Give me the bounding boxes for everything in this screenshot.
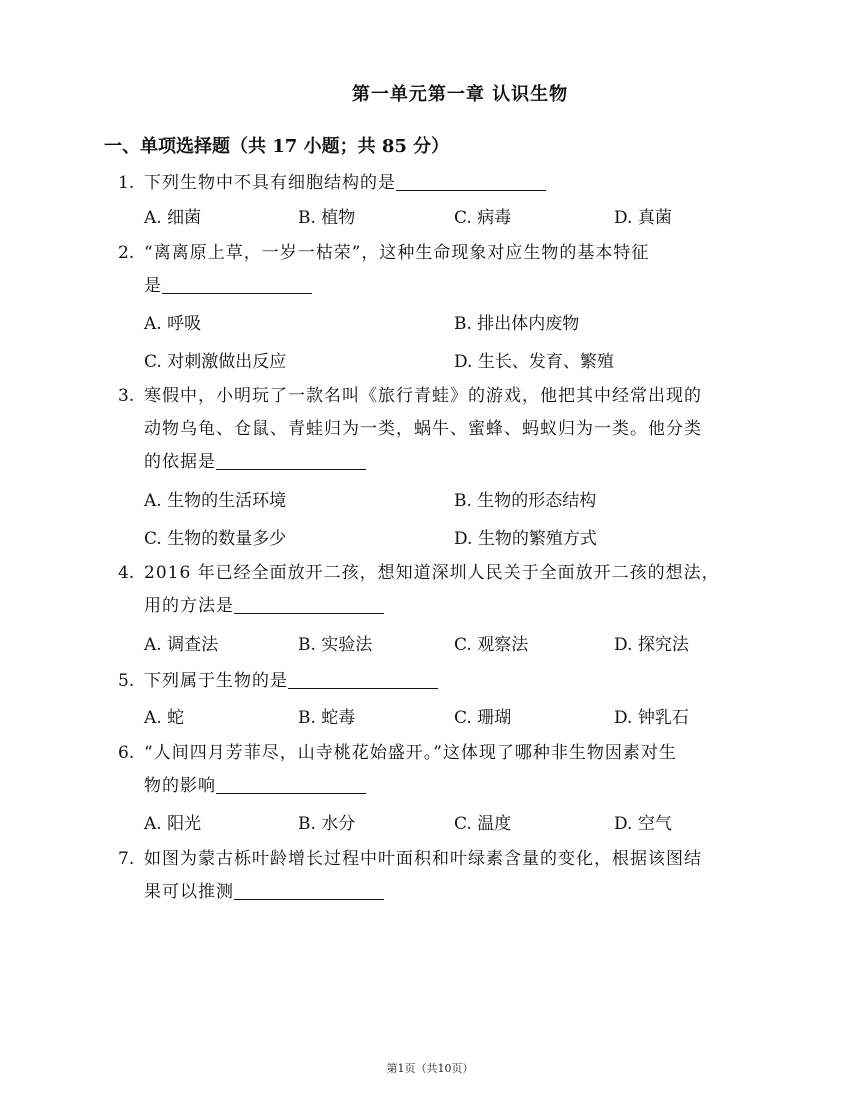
option-a: A. 阳光 — [144, 814, 202, 834]
question-stem-cont: 动物乌龟、仓鼠、青蛙归为一类，蜗牛、蜜蜂、蚂蚁归为一类。他分类 — [144, 419, 702, 439]
question-stem: “人间四月芳菲尽，山寺桃花始盛开。”这体现了哪种非生物因素对生 — [144, 743, 677, 763]
question-7 — [118, 843, 768, 909]
answer-blank — [216, 773, 366, 794]
question-number: 1. — [118, 173, 135, 193]
answer-blank — [234, 593, 384, 614]
option-d: D. 空气 — [614, 814, 672, 834]
question-stem-cont: 用的方法是 — [144, 596, 234, 616]
option-d: D. 生长、发育、繁殖 — [454, 352, 614, 372]
option-b: B. 植物 — [298, 208, 356, 228]
answer-blank — [234, 879, 384, 900]
option-d: D. 探究法 — [614, 635, 689, 655]
question-3 — [118, 380, 768, 479]
question-stem: 下列属于生物的是 — [144, 671, 288, 691]
option-b: B. 实验法 — [298, 635, 373, 655]
option-c: C. 生物的数量多少 — [144, 529, 287, 549]
page-title: 第一单元第一章 认识生物 — [351, 84, 569, 105]
option-c: C. 温度 — [454, 814, 512, 834]
option-c: C. 观察法 — [454, 635, 529, 655]
option-a: A. 生物的生活环境 — [144, 491, 287, 511]
answer-blank — [288, 668, 438, 689]
option-a: A. 调查法 — [144, 635, 219, 655]
question-number: 7. — [118, 849, 135, 869]
option-a: A. 呼吸 — [144, 314, 202, 334]
answer-blank — [162, 273, 312, 294]
question-number: 6. — [118, 743, 135, 763]
answer-blank — [216, 449, 366, 470]
question-1 — [118, 167, 768, 200]
question-6 — [118, 737, 768, 803]
option-c: C. 病毒 — [454, 208, 512, 228]
question-4 — [118, 557, 768, 623]
option-b: B. 排出体内废物 — [454, 314, 580, 334]
option-a: A. 细菌 — [144, 208, 202, 228]
answer-blank — [396, 170, 546, 191]
option-c: C. 对刺激做出反应 — [144, 352, 287, 372]
option-d: D. 生物的繁殖方式 — [454, 529, 597, 549]
question-stem: 2016 年已经全面放开二孩，想知道深圳人民关于全面放开二孩的想法， — [144, 563, 720, 583]
question-number: 3. — [118, 386, 135, 406]
question-stem-cont: 果可以推测 — [144, 882, 234, 902]
option-b: B. 生物的形态结构 — [454, 491, 597, 511]
question-stem: 下列生物中不具有细胞结构的是 — [144, 173, 396, 193]
option-d: D. 真菌 — [614, 208, 672, 228]
question-2 — [118, 237, 768, 303]
question-number: 4. — [118, 563, 135, 583]
question-stem: “离离原上草，一岁一枯荣”，这种生命现象对应生物的基本特征 — [144, 243, 650, 263]
question-stem: 寒假中，小明玩了一款名叫《旅行青蛙》的游戏，他把其中经常出现的 — [144, 386, 702, 406]
question-number: 5. — [118, 671, 135, 691]
option-b: B. 水分 — [298, 814, 356, 834]
question-stem: 如图为蒙古栎叶龄增长过程中叶面积和叶绿素含量的变化，根据该图结 — [144, 849, 702, 869]
option-b: B. 蛇毒 — [298, 708, 356, 728]
option-c: C. 珊瑚 — [454, 708, 512, 728]
question-5 — [118, 665, 768, 698]
option-d: D. 钟乳石 — [614, 708, 689, 728]
question-stem-cont2: 的依据是 — [144, 452, 216, 472]
page-footer: 第1页（共10页） — [386, 1062, 474, 1075]
question-number: 2. — [118, 243, 135, 263]
question-stem-cont: 物的影响 — [144, 776, 216, 796]
option-a: A. 蛇 — [144, 708, 185, 728]
question-stem-cont: 是 — [144, 276, 162, 296]
section-title: 一、单项选择题（共 17 小题；共 85 分） — [104, 136, 450, 157]
